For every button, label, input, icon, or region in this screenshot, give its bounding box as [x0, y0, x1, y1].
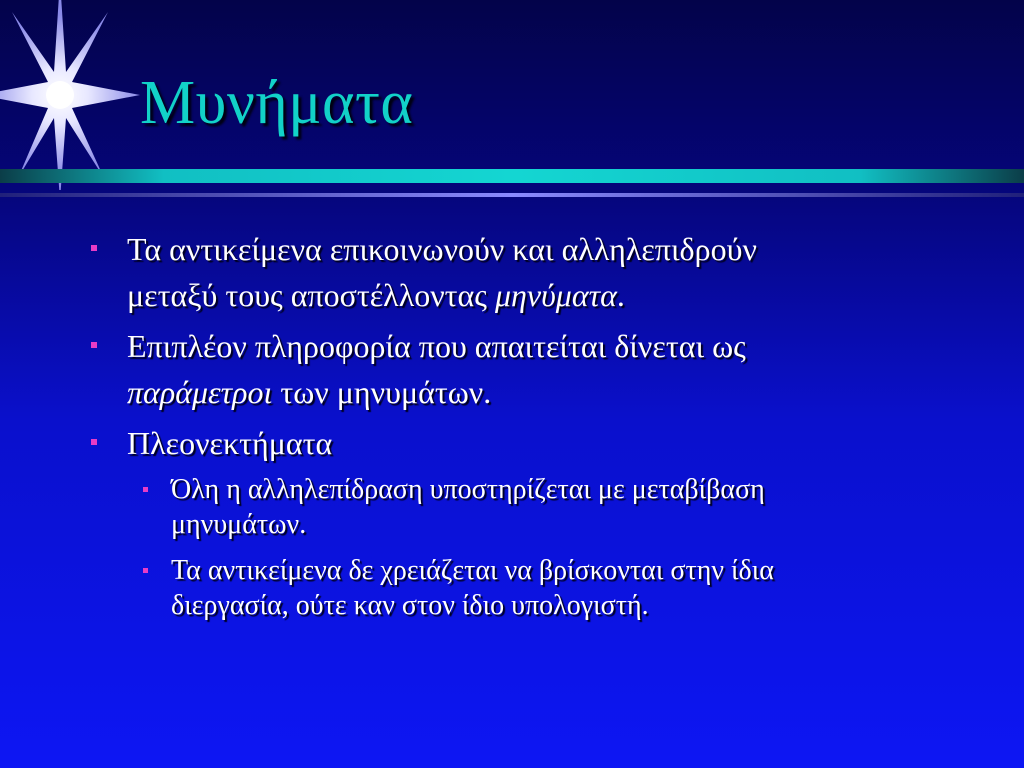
bullet-marker: [91, 245, 97, 251]
title-divider: [0, 169, 1024, 183]
emphasis-text: μηνύματα: [494, 277, 617, 313]
starburst-icon: [0, 0, 150, 190]
emphasis-text: παράμετροι: [127, 374, 273, 410]
bullet-marker: [91, 342, 97, 348]
bullet-line: παράμετροι των μηνυμάτων.: [127, 374, 492, 410]
bullet-marker: [91, 439, 97, 445]
title-divider-thin: [0, 193, 1024, 197]
bullet-line: Πλεονεκτήματα: [127, 425, 333, 461]
sub-bullet-item: Όλη η αλληλεπίδραση υποστηρίζεται με μεταβίβαση μηνυμάτων.: [171, 474, 765, 540]
bullet-line: μεταξύ τους αποστέλλοντας μηνύματα.: [127, 277, 625, 313]
slide-title: Μυνήματα: [140, 69, 414, 137]
bullet-item: [127, 420, 947, 466]
sub-bullet-marker: [143, 568, 148, 573]
sub-bullet-item: Τα αντικείμενα δε χρειάζεται να βρίσκονται στην ίδια διεργασία, ούτε καν στον ίδιο υπολογιστή.: [171, 555, 774, 621]
bullet-line: Επιπλέον πληροφορία που απαιτείται δίνεται ως: [127, 328, 746, 364]
bullet-line: Τα αντικείμενα επικοινωνούν και αλληλεπιδρούν: [127, 231, 757, 267]
sub-bullet-marker: [143, 487, 148, 492]
bullet-item: [127, 323, 947, 415]
bullet-item: [127, 226, 947, 318]
